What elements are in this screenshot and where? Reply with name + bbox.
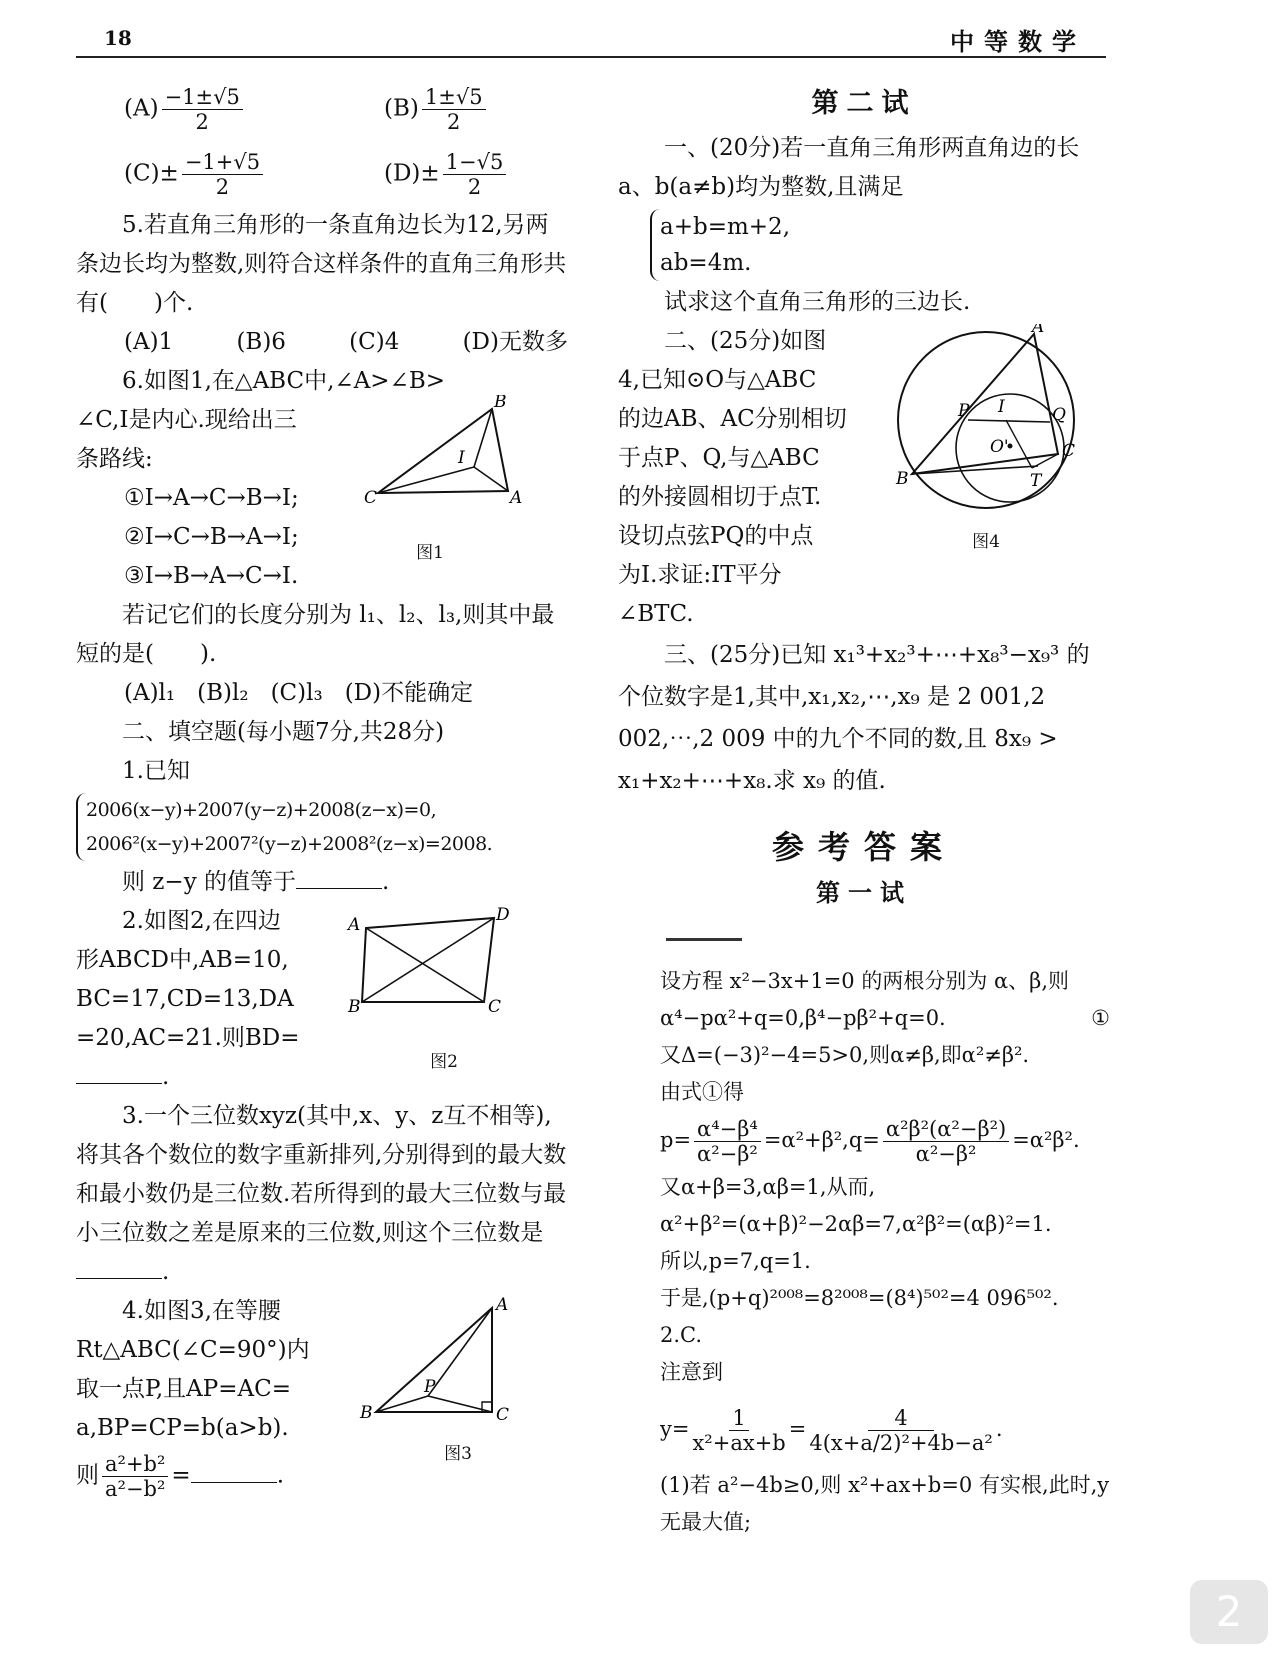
q6-option: (B)l₂: [197, 680, 249, 706]
exam-2-title: 第二试: [811, 88, 917, 119]
triangle-figure-1: [360, 395, 560, 523]
fill-2-line: 2.如图2,在四边: [122, 908, 281, 934]
figure-4: [882, 324, 1110, 553]
figure-3-caption: 图3: [444, 1444, 472, 1464]
svg-text:C: C: [1062, 441, 1076, 461]
fill-3: 3.一个三位数xyz(其中,x、y、z互不相等),将其各个数位的数字重新排列,分别得到的最大数和最小数仍是三位数.若所得到的最大三位数与最小三位数之差是原来的三位数,则这个三位数是.: [76, 1103, 567, 1285]
figure-3: [358, 1296, 558, 1465]
q4-option-d: (D)± $\frac{1-√5}{2}$: [334, 150, 509, 199]
route-3: ③I→B→A→C→I.: [124, 563, 299, 589]
svg-text:Q: Q: [1052, 405, 1066, 425]
fill-2-line: =20,AC=21.则BD=: [76, 1025, 300, 1051]
problem-2-body: [618, 322, 1110, 634]
problem-2-line: 的外接圆相切于点T.: [618, 484, 822, 510]
answer-1-formula: p= $\frac{\text{α⁴−β⁴}}{\text{α²−β²}}$ =α²+β²,q= $\frac{\text{α²β²(α²−β²)}}{\text{α²−β²}}$ =α²β².: [660, 1117, 1080, 1166]
fill-1-ask: 则 z−y 的值等于 .: [76, 863, 568, 902]
q4-option-b: (B) $\frac{1\pm√5}{2}$: [334, 85, 489, 134]
problem-2-line: 二、(25分)如图: [664, 328, 827, 354]
answer-1-line: α²+β²=(α+β)²−2αβ=7,α²β²=(αβ)²=1.: [660, 1212, 1052, 1236]
svg-text:A: A: [1032, 324, 1045, 337]
part-2-title: 二、填空题(每小题7分,共28分): [122, 719, 445, 745]
fill-1-system: [76, 793, 568, 861]
fill-4-line: a,BP=CP=b(a>b).: [76, 1415, 289, 1441]
answer-1-line: 又Δ=(−3)²−4=5>0,则α≠β,即α²≠β².: [660, 1043, 1030, 1067]
svg-text:B: B: [494, 395, 507, 412]
q6-option: (D)不能确定: [344, 680, 474, 706]
answers-title: 参考答案: [771, 828, 956, 866]
q4-option-a: (A) $\frac{-1\pm√5}{2}$: [76, 85, 334, 134]
fill-2-blank: .: [76, 1058, 568, 1097]
figure-2: [344, 906, 544, 1073]
svg-text:A: A: [496, 1296, 509, 1315]
q6-options: [76, 674, 568, 713]
figure-1-caption: 图1: [416, 543, 444, 563]
question-6-line3: 条路线:: [76, 446, 153, 472]
q4-options-row1: [76, 76, 568, 142]
svg-text:B: B: [896, 469, 909, 489]
fill-1-eq1: 2006(x−y)+2007(y−z)+2008(z−x)=0,: [86, 799, 437, 821]
problem-1-system: [650, 209, 1110, 281]
svg-text:O': O': [990, 437, 1009, 457]
problem-2-line: 的边AB、AC分别相切: [618, 406, 847, 432]
svg-text:B: B: [348, 997, 361, 1016]
answer-1-line: 由式①得: [660, 1080, 744, 1104]
q5-option: (A)1: [124, 329, 174, 355]
answer-1-line: 设方程 x²−3x+1=0 的两根分别为 α、β,则: [660, 969, 1069, 993]
answers-subtitle: 第一试: [816, 878, 912, 907]
svg-text:I: I: [458, 448, 465, 468]
problem-2-line: 4,已知⊙O与△ABC: [618, 367, 817, 393]
page-header: [76, 14, 1106, 58]
svg-text:C: C: [364, 488, 378, 508]
svg-text:I: I: [998, 397, 1005, 417]
fill-4-ask: 则 $\frac{\text{a²+b²}}{\text{a²−b²}}$ = .: [76, 1452, 284, 1501]
q4-options-row2: [76, 142, 568, 206]
problem-1-eq1: a+b=m+2,: [660, 214, 791, 240]
svg-text:A: A: [348, 915, 361, 935]
fill-2-line: BC=17,CD=13,DA: [76, 986, 294, 1012]
equation-marker: ①: [1091, 1006, 1110, 1030]
triangle-figure-3: [358, 1296, 558, 1426]
answer-2-title: 2.C.: [660, 1323, 703, 1347]
svg-text:C: C: [496, 1405, 510, 1425]
svg-text:T: T: [1030, 471, 1042, 491]
answer-1-label-mark: [666, 938, 742, 941]
svg-text:C: C: [488, 997, 502, 1016]
problem-2-line: ∠BTC.: [618, 601, 694, 627]
route-2: ②I→C→B→A→I;: [124, 524, 299, 550]
question-6-line1: 6.如图1,在△ABC中,∠A>∠B>: [122, 368, 446, 394]
right-column: [618, 76, 1110, 1541]
question-6-line2: ∠C,I是内心.现给出三: [76, 407, 297, 433]
answer-1-line: 又α+β=3,αβ=1,从而,: [660, 1175, 876, 1199]
answer-2-formula: y= $\frac{1}{\text{x²+ax+b}}$ = $\frac{4}{\text{4(x+a/2)²+4b−a²}}$ .: [660, 1406, 1003, 1455]
left-column: [76, 76, 568, 1501]
svg-text:P: P: [424, 1377, 436, 1397]
answer-1-line: 所以,p=7,q=1.: [660, 1249, 811, 1273]
svg-text:D: D: [496, 906, 510, 925]
fill-2-body: [76, 902, 568, 1097]
fill-2-line: 形ABCD中,AB=10,: [76, 947, 289, 973]
problem-1-eq2: ab=4m.: [660, 250, 752, 276]
answer-2-note: 注意到: [660, 1360, 723, 1384]
fill-4-line: Rt△ABC(∠C=90°)内: [76, 1337, 310, 1363]
svg-text:B: B: [360, 1403, 373, 1423]
fill-1-intro: 1.已知: [122, 758, 190, 784]
fill-4-line: 4.如图3,在等腰: [122, 1298, 281, 1324]
figure-4-caption: 图4: [972, 532, 1000, 552]
answer-1-line: 于是,(p+q)²⁰⁰⁸=8²⁰⁰⁸=(8⁴)⁵⁰²=4 096⁵⁰².: [660, 1286, 1059, 1310]
answer-1-line: α⁴−pα²+q=0,β⁴−pβ²+q=0. ①: [618, 1000, 1110, 1037]
q5-option: (B)6: [236, 329, 286, 355]
q4-option-c: (C)± $\frac{-1+√5}{2}$: [76, 150, 334, 199]
q5-option: (D)无数多: [462, 329, 568, 355]
fill-4-line: 取一点P,且AP=AC=: [76, 1376, 291, 1402]
fill-1-eq2: 2006²(x−y)+2007²(y−z)+2008²(z−x)=2008.: [86, 833, 493, 855]
figure-1: [360, 395, 560, 564]
problem-3: 三、(25分)已知 x₁³+x₂³+⋯+x₈³−x₉³ 的个位数字是1,其中,x₁,x₂,⋯,x₉ 是 2 001,2 002,⋯,2 009 中的九个不同的数,且 8x₉ > x₁+x₂+⋯+x₈.求 x₉ 的值.: [618, 642, 1090, 794]
quadrilateral-figure-2: [344, 906, 544, 1016]
answer-2-case-1: (1)若 a²−4b≥0,则 x²+ax+b=0 有实根,此时,y 无最大值;: [660, 1473, 1110, 1534]
problem-2-line: 于点P、Q,与△ABC: [618, 445, 820, 471]
question-6-tail: 若记它们的长度分别为 l₁、l₂、l₃,则其中最短的是( ).: [76, 602, 555, 667]
question-6-body: [76, 395, 568, 596]
problem-1: 一、(20分)若一直角三角形两直角边的长 a、b(a≠b)均为整数,且满足: [618, 135, 1080, 200]
page-number: 18: [104, 26, 132, 50]
answer-1: [618, 963, 1110, 1541]
problem-2-line: 为I.求证:IT平分: [618, 562, 782, 588]
q6-option: (C)l₃: [270, 680, 323, 706]
page-badge: 2: [1190, 1580, 1268, 1644]
circle-figure-4: [882, 324, 1110, 514]
figure-2-caption: 图2: [430, 1052, 458, 1072]
svg-text:A: A: [510, 488, 523, 508]
q5-options: [76, 323, 568, 362]
problem-1-ask: 试求这个直角三角形的三边长.: [664, 289, 971, 315]
problem-2-line: 设切点弦PQ的中点: [618, 523, 814, 549]
svg-text:P: P: [958, 401, 970, 421]
fill-4-body: [76, 1292, 568, 1501]
journal-name: 中等数学: [950, 27, 1086, 56]
q6-option: (A)l₁: [124, 680, 176, 706]
question-5: 5.若直角三角形的一条直角边长为12,另两条边长均为整数,则符合这样条件的直角三角形共有( )个.: [76, 212, 567, 316]
route-1: ①I→A→C→B→I;: [124, 485, 299, 511]
q5-option: (C)4: [349, 329, 400, 355]
